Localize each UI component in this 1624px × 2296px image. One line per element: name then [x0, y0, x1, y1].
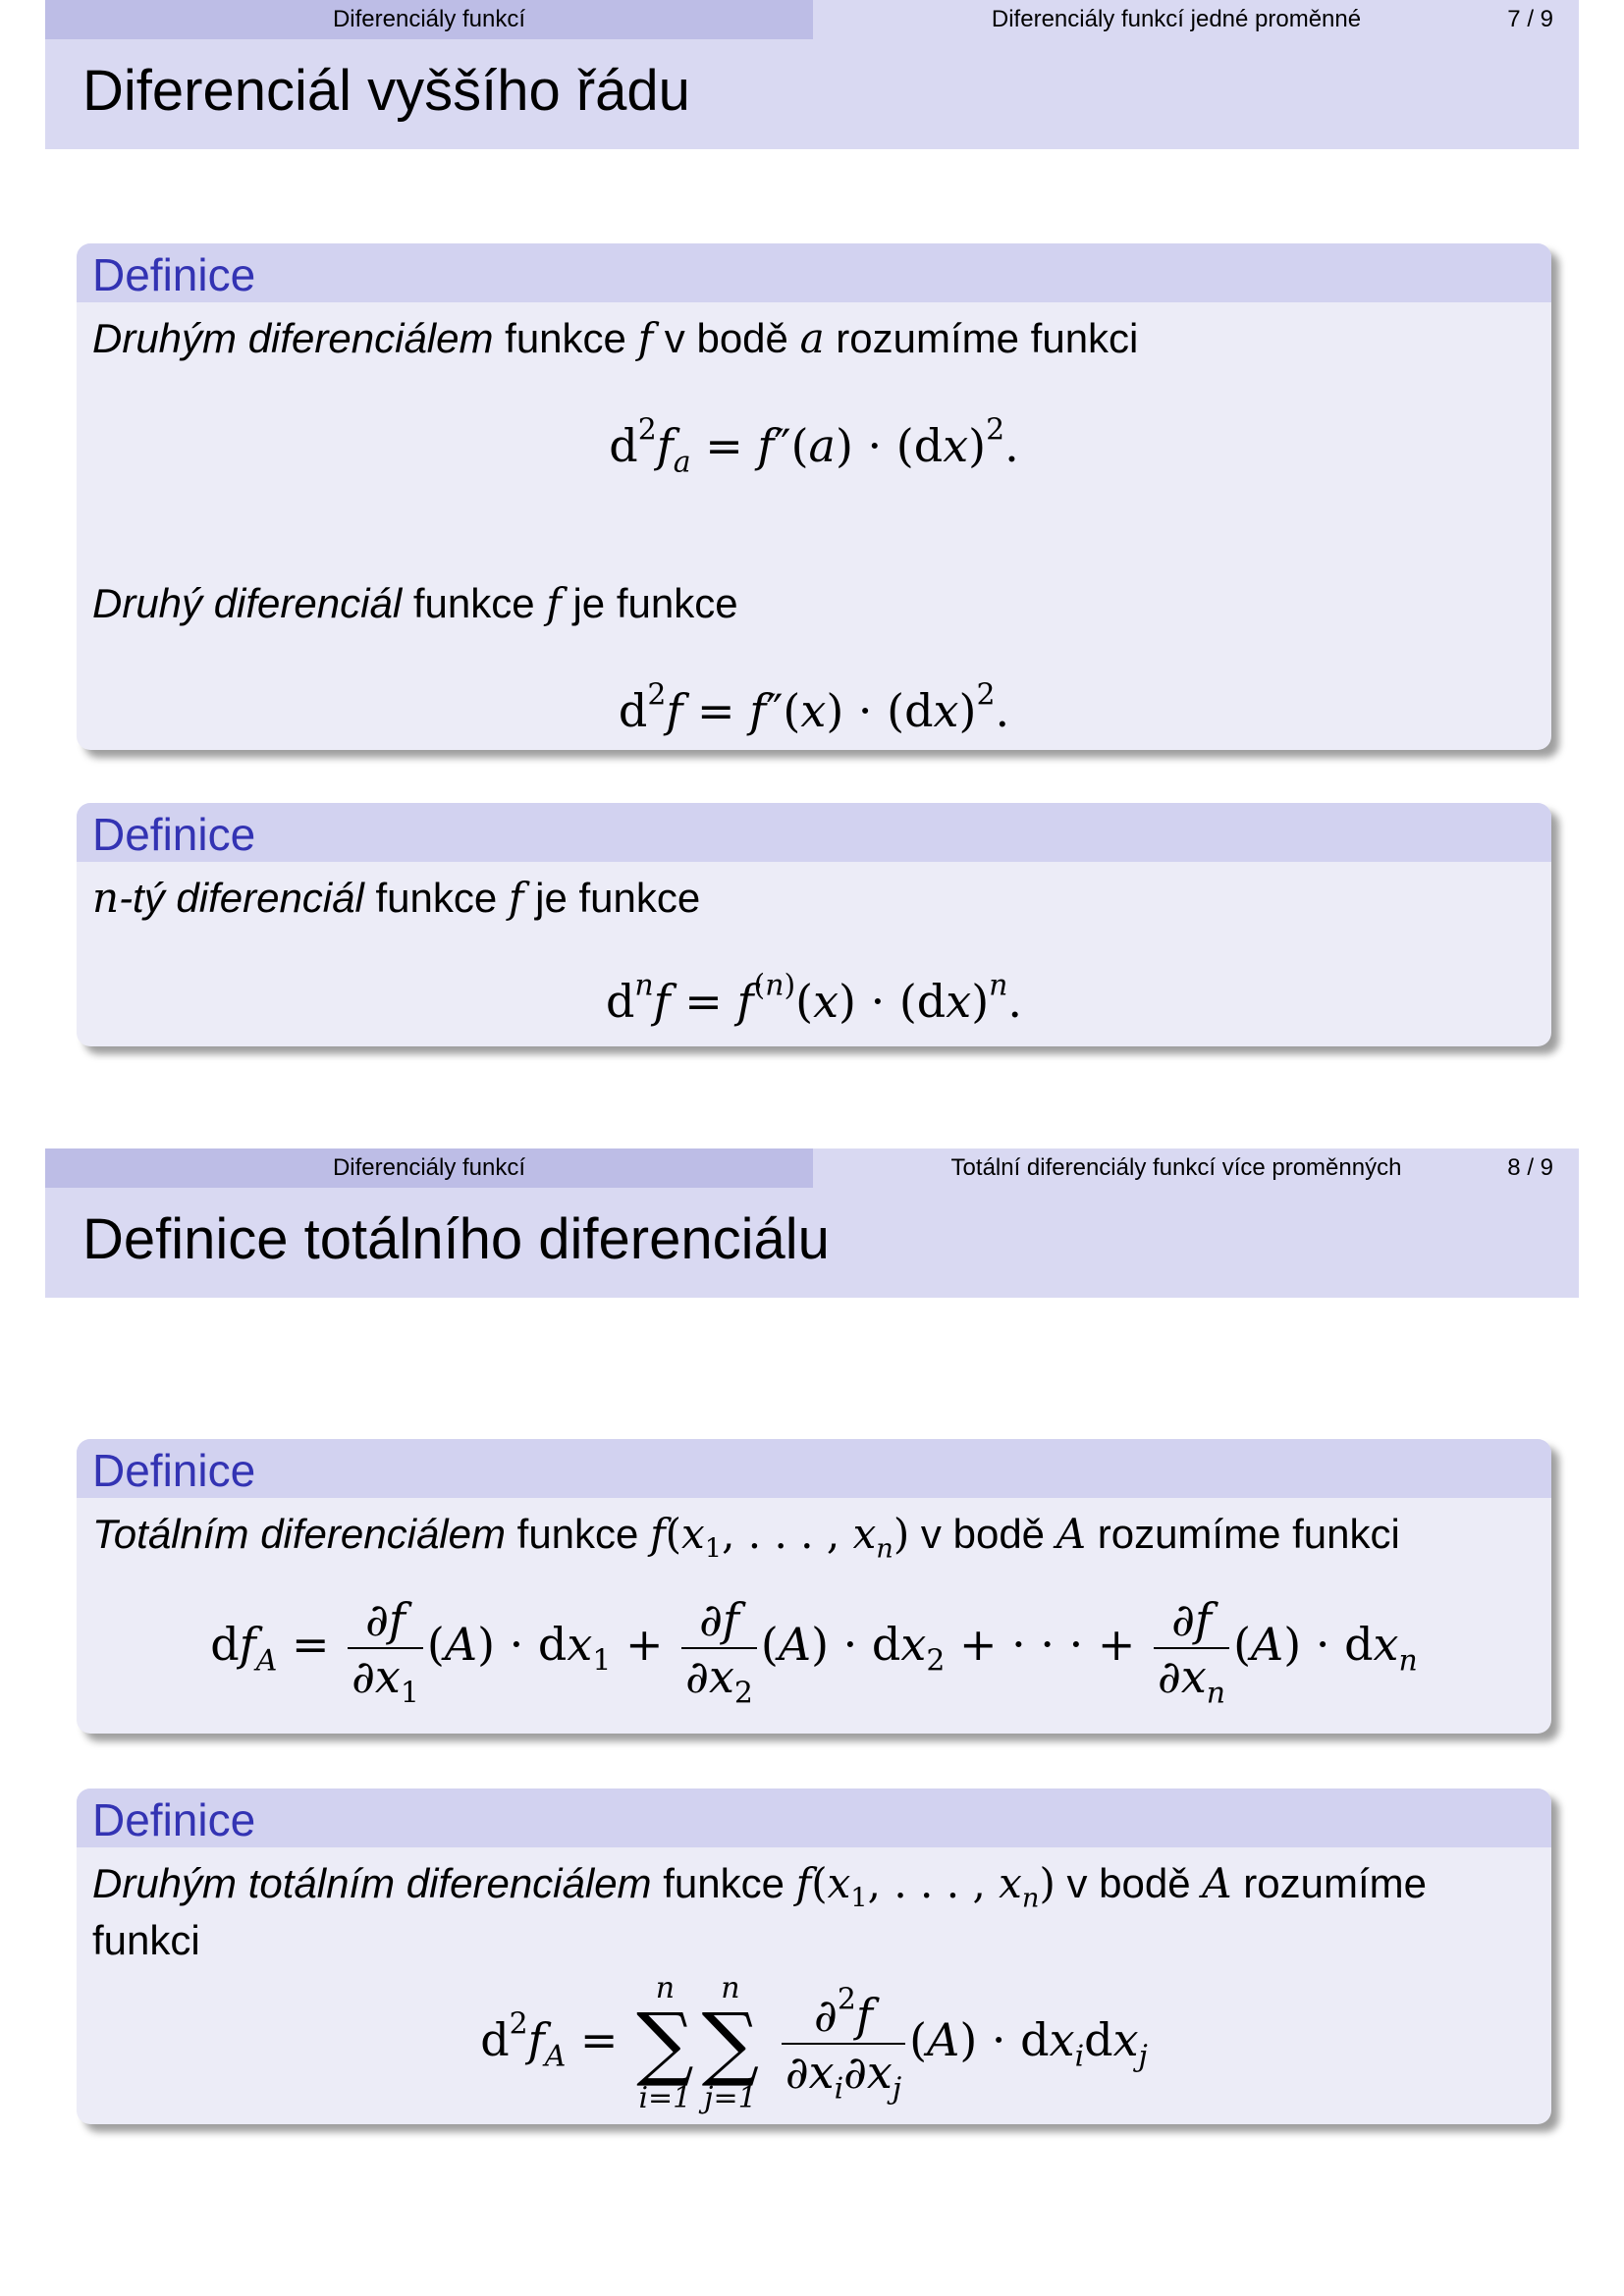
block-title: Definice [77, 243, 1551, 302]
definition-text: Druhým diferenciálem funkce f v bodě a rozumíme funkci [92, 314, 1139, 362]
headline-section: Diferenciály funkcí [45, 1148, 813, 1188]
definition-text: Druhým totálním diferenciálem funkce $f(x_1$, . . . , $x_n$) v bodě A rozumíme [92, 1859, 1427, 1914]
headline-subsection: Diferenciály funkcí jedné proměnné [991, 6, 1362, 32]
block-title: Definice [77, 803, 1551, 862]
formula-second-differential: $d^2f = f''(x) \cdot (dx)^2$. [618, 677, 1010, 737]
slide-8 [45, 1148, 1579, 2169]
formula-nth-differential: $d^nf = f^{(n)}(x) \cdot (dx)^n$. [605, 968, 1023, 1028]
page-number: 8 / 9 [1507, 1154, 1553, 1181]
formula-second-differential-at-a: $d^2f_a = f''(a) \cdot (dx)^2$. [609, 412, 1019, 480]
headline-subsection: Totální diferenciály funkcí více proměnných [950, 1154, 1402, 1181]
definition-text: Totálním diferenciálem funkce $f(x_1$, . . . , $x_n$) v bodě A rozumíme funkci [92, 1510, 1400, 1565]
definition-block-second-total-differential [77, 1789, 1551, 2124]
page-number: 7 / 9 [1507, 6, 1553, 32]
frame-title-bar [45, 39, 1579, 149]
frame-title: Definice totálního diferenciálu [82, 1207, 830, 1271]
definition-text: n-tý diferenciál funkce f je funkce [92, 874, 701, 922]
formula-total-differential: $df_A$ = $\frac{\partial f}{\partial x_1}$ $(A) \cdot dx_1$ + $\frac{\partial f}{\partial x_2}$ $(A) \cdot dx_2$ + · · · + $\frac{\partial f}{\partial x_n}$ $(A) \cdot dx_n$ [210, 1593, 1418, 1711]
headline-bar [45, 1148, 1579, 1188]
definition-text: Druhý diferenciál funkce f je funkce [92, 579, 738, 627]
definition-block-total-differential [77, 1439, 1551, 1734]
definition-block-second-differential [77, 243, 1551, 750]
headline-section: Diferenciály funkcí [45, 0, 813, 39]
definition-block-nth-differential [77, 803, 1551, 1046]
frame-title-bar [45, 1188, 1579, 1298]
slide-7 [45, 0, 1579, 1070]
frame-title: Diferenciál vyššího řádu [82, 59, 690, 123]
formula-second-total-differential: $d^2f_A$ = n ∑ i=1 n ∑ j=1 $\frac{\partial^2f}{\partial x_i\partial x_j}$ $(A) \cdot dx_idx_j$ [480, 1971, 1148, 2115]
headline-bar [45, 0, 1579, 39]
definition-text-continued: funkci [92, 1917, 200, 1963]
block-title: Definice [77, 1789, 1551, 1847]
block-title: Definice [77, 1439, 1551, 1498]
